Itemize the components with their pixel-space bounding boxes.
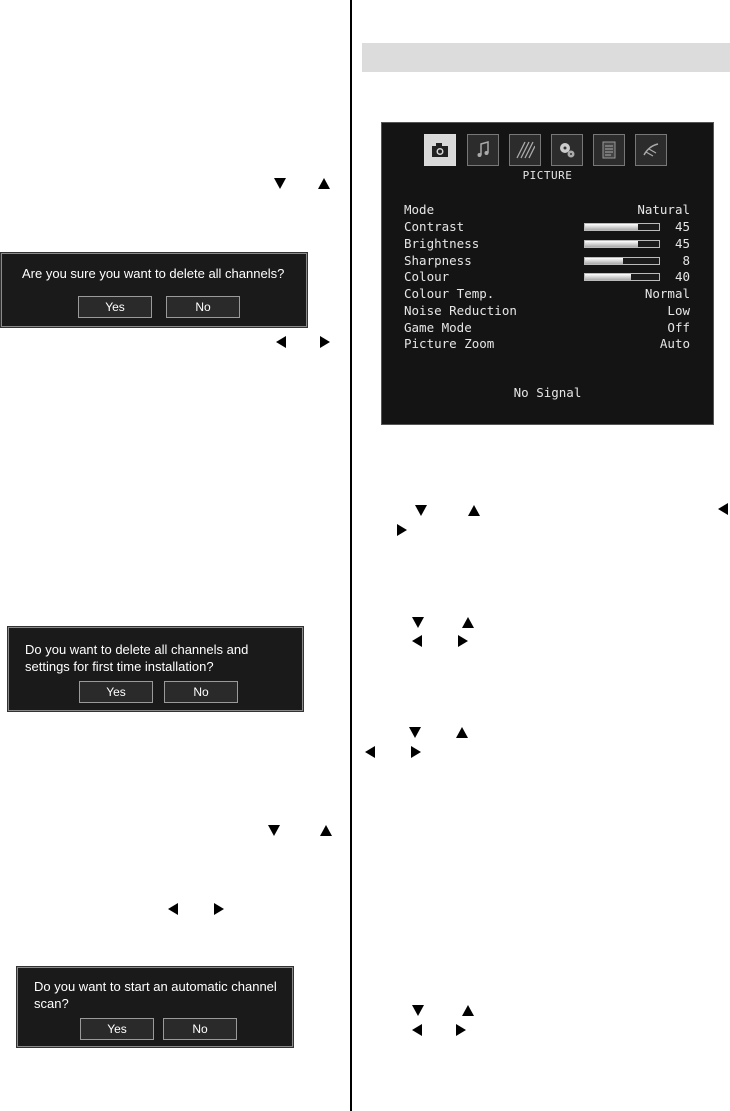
left-arrow-icon: [365, 746, 375, 758]
menu-item-noise-reduction[interactable]: [404, 303, 690, 319]
item-value: 40: [674, 269, 690, 284]
first-time-installation-dialog: [8, 627, 303, 711]
dialog-message: Do you want to start an automatic channel scan?: [34, 979, 277, 1011]
music-note-icon: [473, 140, 493, 160]
up-arrow-icon: [468, 505, 480, 516]
left-arrow-icon: [412, 635, 422, 647]
colour-slider[interactable]: [584, 273, 660, 281]
menu-item-picture-zoom[interactable]: [404, 336, 690, 352]
right-arrow-icon: [214, 903, 224, 915]
item-value: 8: [682, 253, 690, 268]
tab-picture[interactable]: [424, 134, 456, 166]
item-label: Brightness: [404, 236, 480, 251]
no-button[interactable]: No: [164, 681, 238, 703]
menu-item-sharpness[interactable]: [404, 253, 690, 269]
item-label: Colour: [404, 269, 450, 284]
sharpness-slider[interactable]: [584, 257, 660, 265]
up-arrow-icon: [462, 1005, 474, 1016]
right-arrow-icon: [456, 1024, 466, 1036]
item-label: Mode: [404, 202, 435, 217]
dialog-message: Do you want to delete all channels and settings for first time installation?: [25, 642, 249, 674]
item-label: Noise Reduction: [404, 303, 517, 318]
menu-item-mode[interactable]: [404, 202, 690, 218]
item-label: Game Mode: [404, 320, 472, 335]
picture-icon: [430, 140, 450, 160]
item-value: 45: [674, 219, 690, 234]
tab-install[interactable]: [635, 134, 667, 166]
down-arrow-icon: [412, 617, 424, 628]
yes-button[interactable]: Yes: [79, 681, 153, 703]
yes-button[interactable]: Yes: [78, 296, 152, 318]
yes-button[interactable]: Yes: [80, 1018, 154, 1040]
item-value: 45: [674, 236, 690, 251]
up-arrow-icon: [456, 727, 468, 738]
item-value: Normal: [644, 286, 690, 301]
item-value: Low: [667, 303, 690, 318]
column-divider: [350, 0, 352, 1111]
disc-gear-icon: [557, 140, 577, 160]
down-arrow-icon: [274, 178, 286, 189]
signal-status: No Signal: [513, 385, 582, 400]
stripes-icon: [515, 140, 535, 160]
menu-item-brightness[interactable]: [404, 236, 690, 252]
section-header-bar: [362, 43, 730, 72]
tab-setup[interactable]: [551, 134, 583, 166]
down-arrow-icon: [409, 727, 421, 738]
menu-item-colour[interactable]: [404, 269, 690, 285]
auto-scan-dialog: [17, 967, 293, 1047]
item-value: Auto: [659, 336, 690, 351]
tab-features[interactable]: [509, 134, 541, 166]
no-button[interactable]: No: [163, 1018, 237, 1040]
brightness-slider[interactable]: [584, 240, 660, 248]
contrast-slider[interactable]: [584, 223, 660, 231]
right-arrow-icon: [397, 524, 407, 536]
left-arrow-icon: [168, 903, 178, 915]
down-arrow-icon: [415, 505, 427, 516]
item-label: Contrast: [404, 219, 465, 234]
up-arrow-icon: [320, 825, 332, 836]
document-icon: [599, 140, 619, 160]
menu-item-contrast[interactable]: [404, 219, 690, 235]
dialog-message: Are you sure you want to delete all channels?: [22, 266, 285, 281]
up-arrow-icon: [318, 178, 330, 189]
item-label: Colour Temp.: [404, 286, 495, 301]
tab-source[interactable]: [593, 134, 625, 166]
picture-menu: [381, 122, 714, 425]
down-arrow-icon: [412, 1005, 424, 1016]
menu-item-colour-temp[interactable]: [404, 286, 690, 302]
item-label: Sharpness: [404, 253, 472, 268]
left-arrow-icon: [412, 1024, 422, 1036]
menu-item-game-mode[interactable]: [404, 320, 690, 336]
item-value: Off: [667, 320, 690, 335]
right-arrow-icon: [320, 336, 330, 348]
left-arrow-icon: [276, 336, 286, 348]
item-value: Natural: [637, 202, 690, 217]
left-arrow-icon: [718, 503, 728, 515]
satellite-icon: [641, 140, 661, 160]
right-arrow-icon: [458, 635, 468, 647]
menu-title: PICTURE: [522, 169, 573, 182]
up-arrow-icon: [462, 617, 474, 628]
item-label: Picture Zoom: [404, 336, 495, 351]
down-arrow-icon: [268, 825, 280, 836]
no-button[interactable]: No: [166, 296, 240, 318]
right-arrow-icon: [411, 746, 421, 758]
tab-sound[interactable]: [467, 134, 499, 166]
delete-channels-dialog: [1, 253, 307, 327]
